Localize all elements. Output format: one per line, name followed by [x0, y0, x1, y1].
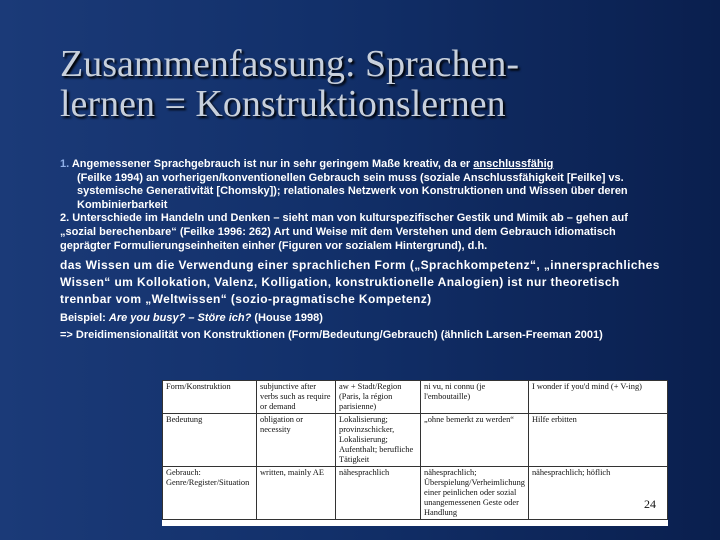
- conclusion-line: => Dreidimensionalität von Konstruktionen (Form/Bedeutung/Gebrauch) (ähnlich Larsen-Freeman 2001): [60, 329, 603, 342]
- slide-body: [60, 158, 660, 344]
- point-1-number: 1.: [60, 158, 70, 170]
- example-reference: (House 1998): [251, 312, 323, 325]
- example-line: [60, 310, 660, 327]
- table-cell: „ohne bemerkt zu werden“: [421, 414, 529, 467]
- table-cell: aw + Stadt/Region (Paris, la région parisienne): [336, 381, 421, 414]
- table-cell: written, mainly AE: [257, 467, 336, 520]
- construction-table: [162, 380, 668, 520]
- title-line-1: Zusammenfassung: Sprachen-: [60, 43, 520, 85]
- table-row: [163, 414, 668, 467]
- point-2: 2. Unterschiede im Handeln und Denken – sieht man von kulturspezifischer Gestik und Mimik ab – gehen auf „sozial berechenbare“ (Feilke 1996: 262) Art und Weise mit dem Verstehen und dem Gebrauch idiomatisch geprägter Formulierungseinheiten einher (Figuren vor sozialem Hintergrund), d.h.: [60, 212, 628, 252]
- point-1-continuation: (Feilke 1994) an vorherigen/konventionellen Gebrauch sein muss (soziale Anschlussfähigkeit [Feilke] vs. systemische Generativität [Chomsky]); relationales Netzwerk von Konstruktionen und Wissen über deren Kombinierbarkeit: [77, 171, 628, 211]
- example-label: Beispiel:: [60, 312, 109, 325]
- point-1: [60, 158, 660, 212]
- table-row: [163, 467, 668, 520]
- table-cell: obligation or necessity: [257, 414, 336, 467]
- point-1-underlined: anschlussfähig: [473, 158, 554, 170]
- table-cell: ni vu, ni connu (je l'emboutaille): [421, 381, 529, 414]
- table-cell: Bedeutung: [163, 414, 257, 467]
- table-cell: Gebrauch: Genre/Register/Situation: [163, 467, 257, 520]
- table-cell: Form/Konstruktion: [163, 381, 257, 414]
- table-cell: nähesprachlich: [336, 467, 421, 520]
- table-cell: Lokalisierung; provinzschicker, Lokalisierung; Aufenthalt; berufliche Tätigkeit: [336, 414, 421, 467]
- example-phrase: Are you busy? – Störe ich?: [108, 312, 252, 325]
- table-cell: subjunctive after verbs such as require or demand: [257, 381, 336, 414]
- point-1-text: Angemessener Sprachgebrauch ist nur in sehr geringem Maße kreativ, da er: [71, 158, 474, 170]
- table-cell: I wonder if you'd mind (+ V-ing): [528, 381, 667, 414]
- table-row: [163, 381, 668, 414]
- table-cell: nähesprachlich; Überspielung/Verheimlichung einer peinlichen oder sozial unangemessenen Geste oder Handlung: [421, 467, 529, 520]
- point-3: das Wissen um die Verwendung einer sprachlichen Form („Sprachkompetenz“, „innersprachliches Wissen“ um Kollokation, Valenz, Kolligation, konstruktionelle Analogien) ist nur theoretisch trennbar vom „Weltwissen“ (sozio-pragmatische Kompetenz): [60, 258, 660, 307]
- construction-table-image: [162, 380, 668, 526]
- slide-title: [60, 44, 660, 124]
- page-number: 24: [644, 497, 656, 511]
- table-cell: nähesprachlich; höflich: [528, 467, 667, 520]
- title-line-2: lernen = Konstruktionslernen: [60, 83, 506, 125]
- table-cell: Hilfe erbitten: [528, 414, 667, 467]
